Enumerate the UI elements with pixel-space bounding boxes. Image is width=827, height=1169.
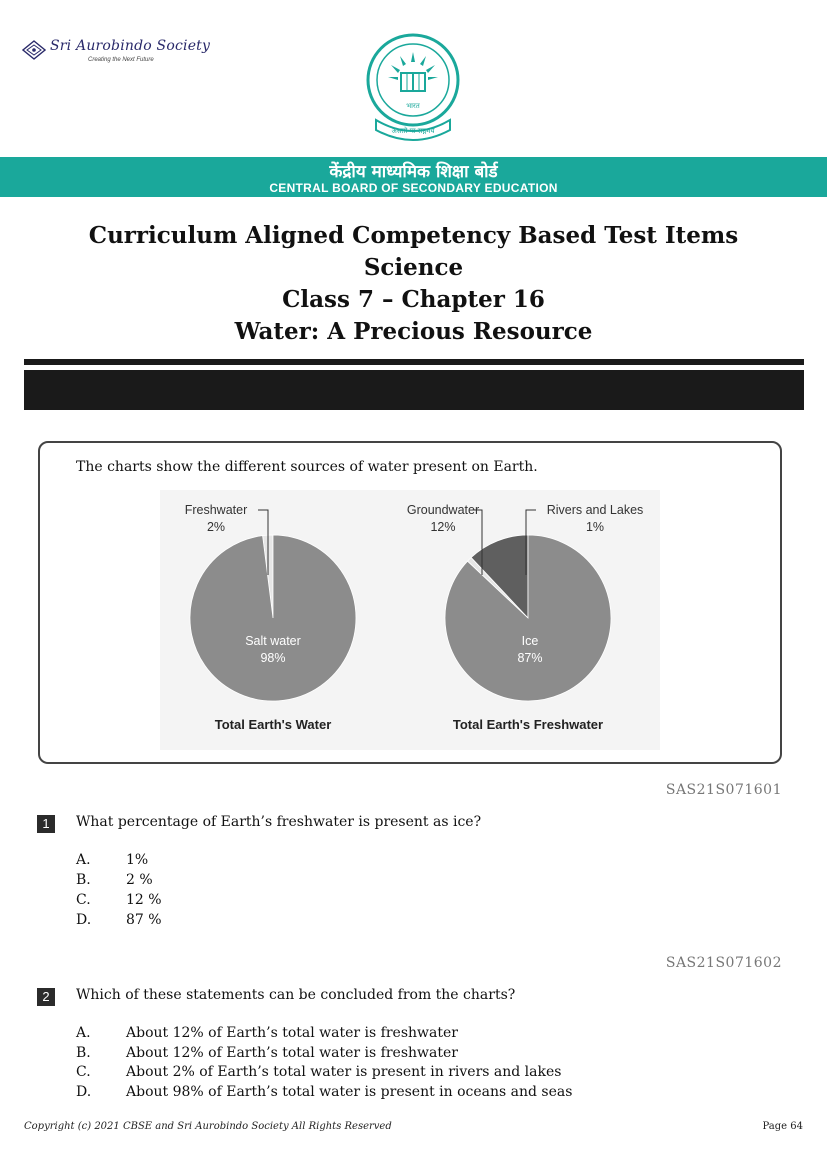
question-id: SAS21S071602 bbox=[665, 955, 782, 971]
emblem-motto: असतो मा सद्गमय bbox=[391, 127, 435, 135]
option-letter: B. bbox=[76, 1045, 91, 1061]
slice-value-rivers-and-lakes: 1% bbox=[585, 520, 605, 534]
sri-aurobindo-society-logo bbox=[22, 38, 211, 68]
stimulus-text: The charts show the different sources of water present on Earth. bbox=[76, 459, 538, 475]
slice-value-salt-water: 98% bbox=[260, 651, 286, 665]
option-letter: D. bbox=[76, 912, 92, 928]
slice-label-ice: Ice bbox=[521, 634, 539, 648]
option-letter: C. bbox=[76, 1064, 91, 1080]
option-text: About 12% of Earth’s total water is freshwater bbox=[126, 1045, 458, 1061]
option-text: About 2% of Earth’s total water is present in rivers and lakes bbox=[126, 1064, 562, 1080]
question-number: 2 bbox=[37, 988, 55, 1006]
option-letter: A. bbox=[76, 1025, 91, 1041]
slice-value-freshwater: 2% bbox=[206, 520, 226, 534]
option-letter: D. bbox=[76, 1084, 92, 1100]
board-name-english: CENTRAL BOARD OF SECONDARY EDUCATION bbox=[269, 181, 558, 195]
water-pie-charts bbox=[160, 490, 660, 750]
slice-label-rivers-and-lakes: Rivers and Lakes bbox=[546, 503, 644, 517]
cbse-emblem-logo bbox=[364, 32, 462, 142]
option-letter: C. bbox=[76, 892, 91, 908]
title-band bbox=[24, 370, 804, 410]
society-emblem-icon bbox=[22, 40, 46, 60]
chart-title: Total Earth's Freshwater bbox=[452, 717, 604, 732]
question-id: SAS21S071601 bbox=[665, 782, 782, 798]
emblem-center-text: भारत bbox=[406, 102, 420, 110]
slice-value-groundwater: 12% bbox=[430, 520, 456, 534]
subject-title: Science bbox=[363, 254, 464, 281]
document-title: Curriculum Aligned Competency Based Test Items bbox=[88, 222, 739, 249]
page-number: Page 64 bbox=[762, 1121, 803, 1132]
slice-label-groundwater: Groundwater bbox=[406, 503, 480, 517]
option-letter: A. bbox=[76, 852, 91, 868]
chart-title: Total Earth's Water bbox=[214, 717, 332, 732]
board-name-hindi: केंद्रीय माध्यमिक शिक्षा बोर्ड bbox=[329, 162, 498, 182]
slice-value-ice: 87% bbox=[517, 651, 543, 665]
question-number: 1 bbox=[37, 815, 55, 833]
slice-label-salt-water: Salt water bbox=[245, 634, 301, 648]
question-text: Which of these statements can be concluded from the charts? bbox=[76, 987, 516, 1003]
question-text: What percentage of Earth’s freshwater is present as ice? bbox=[76, 814, 482, 830]
option-text: About 12% of Earth’s total water is freshwater bbox=[126, 1025, 458, 1041]
option-text: 1% bbox=[126, 852, 149, 868]
pie-slice-salt-water bbox=[190, 535, 356, 701]
society-tagline: Creating the Next Future bbox=[88, 57, 154, 63]
option-text: About 98% of Earth’s total water is present in oceans and seas bbox=[126, 1084, 573, 1100]
slice-label-freshwater: Freshwater bbox=[184, 503, 248, 517]
title-divider bbox=[24, 359, 804, 365]
society-name: Sri Aurobindo Society bbox=[50, 38, 211, 54]
footer-copyright: Copyright (c) 2021 CBSE and Sri Aurobindo Society All Rights Reserved bbox=[24, 1121, 392, 1132]
option-letter: B. bbox=[76, 872, 91, 888]
option-text: 87 % bbox=[126, 912, 162, 928]
option-text: 2 % bbox=[126, 872, 153, 888]
option-text: 12 % bbox=[126, 892, 162, 908]
class-chapter-title: Class 7 – Chapter 16 bbox=[282, 286, 545, 313]
chapter-name-title: Water: A Precious Resource bbox=[234, 318, 593, 345]
